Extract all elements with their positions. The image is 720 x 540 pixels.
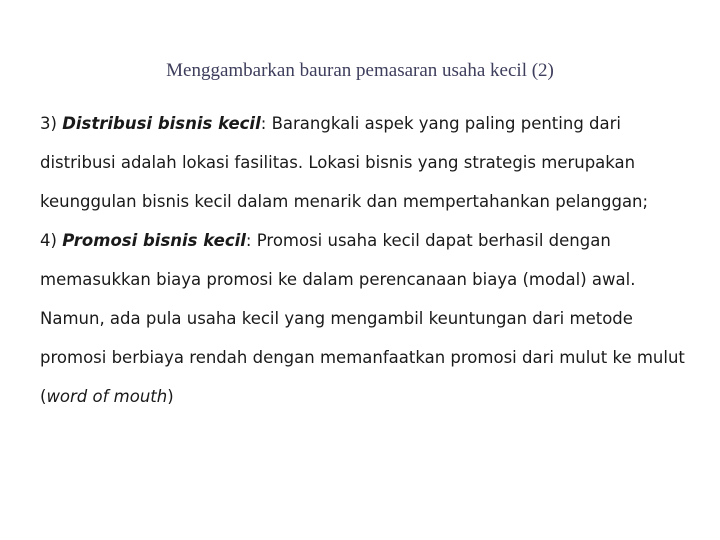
item-term: Distribusi bisnis kecil xyxy=(62,114,261,133)
item-number: 4) xyxy=(40,231,57,250)
item-separator: : xyxy=(245,231,252,250)
item-closing: ) xyxy=(167,387,174,406)
item-term: Promosi bisnis kecil xyxy=(62,231,246,250)
list-item-distribution xyxy=(40,104,700,221)
item-separator: : xyxy=(260,114,267,133)
item-number: 3) xyxy=(40,114,57,133)
item-text: Promosi usaha kecil dapat berhasil dengan memasukkan biaya promosi ke dalam perencanaan biaya (modal) awal. Namun, ada pula usaha kecil yang mengambil keuntungan dari metode promosi berbiaya rendah dengan memanfaatkan promosi dari mulut ke mulut ( xyxy=(40,231,685,406)
slide-body xyxy=(40,104,700,416)
item-text: Barangkali aspek yang paling penting dari distribusi adalah lokasi fasilitas. Lokasi bisnis yang strategis merupakan keunggulan bisnis kecil dalam menarik dan mempertahankan pelanggan; xyxy=(40,114,649,211)
slide-title: Menggambarkan bauran pemasaran usaha kecil (2) xyxy=(166,60,554,81)
list-item-promotion xyxy=(40,221,700,416)
item-emphasis: word of mouth xyxy=(46,387,168,406)
